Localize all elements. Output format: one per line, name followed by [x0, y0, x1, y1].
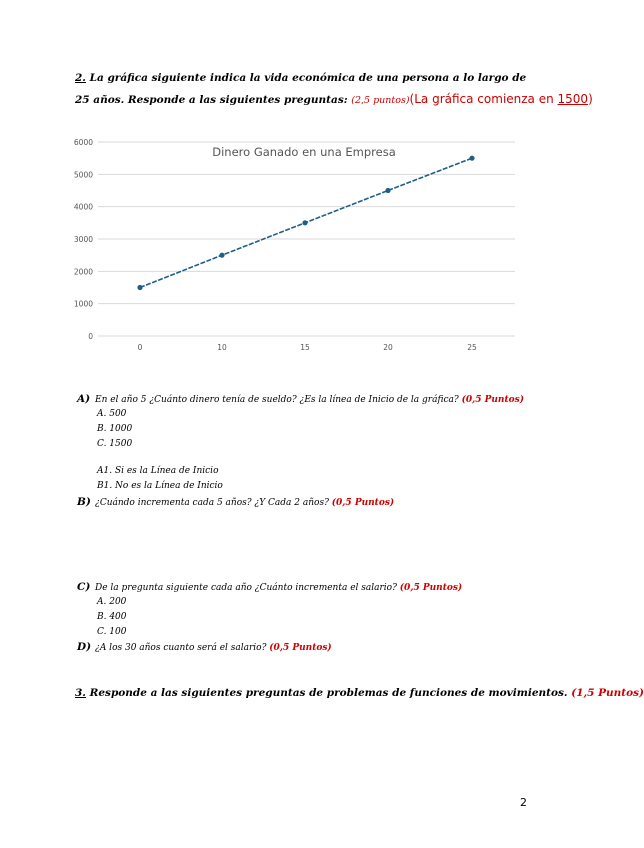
question-c-option-2: B. 400: [97, 612, 127, 622]
y-tick-label: 4000: [73, 202, 93, 212]
data-point: [385, 188, 390, 193]
question-c-option-3: C. 100: [97, 627, 127, 637]
x-tick-label: 10: [217, 343, 227, 352]
question-a-suboption-2: B1. No es la Línea de Inicio: [97, 481, 223, 491]
y-tick-label: 1000: [73, 299, 93, 309]
x-tick-label: 15: [300, 343, 310, 352]
note-value: 1500: [557, 92, 589, 106]
question-d: [77, 641, 332, 653]
note-prefix: (La gráfica comienza en: [409, 92, 558, 106]
data-point: [469, 156, 474, 161]
question-a-option-3: C. 1500: [97, 439, 133, 449]
question-c-option-1: A. 200: [97, 597, 127, 607]
question-c-points: (0,5 Puntos): [399, 583, 463, 593]
section-2-heading-line2: [75, 92, 593, 106]
data-point: [219, 253, 224, 258]
x-tick-label: 20: [383, 343, 393, 352]
section-3-title: Responde a las siguientes preguntas de problemas de funciones de movimientos.: [89, 687, 568, 699]
line-chart: [60, 128, 530, 360]
chart-gridlines: [98, 142, 515, 336]
data-point: [137, 285, 142, 290]
section-2-points: (2,5 puntos): [351, 95, 410, 106]
chart-x-ticks: [138, 343, 477, 352]
y-tick-label: 6000: [73, 138, 93, 147]
question-a-option-1: A. 500: [97, 409, 127, 419]
question-b-text: ¿Cuándo incrementa cada 5 años? ¿Y Cada 2 años?: [95, 498, 329, 508]
y-tick-label: 3000: [73, 235, 93, 244]
x-tick-label: 25: [467, 343, 477, 352]
note-suffix: ): [588, 92, 593, 106]
question-b-letter: B): [77, 496, 91, 508]
question-a-suboption-1: A1. Si es la Línea de Inicio: [97, 466, 219, 476]
section-2-heading-line1: [75, 72, 526, 84]
question-d-text: ¿A los 30 años cuanto será el salario?: [95, 643, 267, 653]
x-tick-label: 0: [137, 343, 143, 352]
section-2-number: 2.: [75, 72, 86, 84]
question-d-points: (0,5 Puntos): [269, 643, 332, 653]
question-c-text: De la pregunta siguiente cada año ¿Cuánto incrementa el salario?: [95, 583, 397, 593]
chart-y-ticks: [74, 138, 93, 341]
question-c: [77, 581, 462, 593]
question-a-letter: A): [77, 393, 91, 405]
question-a-option-2: B. 1000: [97, 424, 133, 434]
question-d-letter: D): [77, 641, 92, 653]
section-3-number: 3.: [75, 687, 86, 699]
question-a-points: (0,5 Puntos): [461, 395, 524, 405]
section-2-title: La gráfica siguiente indica la vida económica de una persona a lo largo de: [89, 72, 527, 84]
section-3-points: (1,5 Puntos): [571, 687, 644, 699]
y-tick-label: 2000: [73, 267, 93, 277]
section-2-instruction: 25 años. Responde a las siguientes preguntas:: [75, 94, 348, 106]
section-2-note: [410, 92, 593, 106]
section-3-heading: [75, 687, 644, 699]
y-tick-label: 5000: [73, 170, 93, 180]
question-b: [77, 496, 394, 508]
question-a: [77, 393, 524, 405]
question-a-text: En el año 5 ¿Cuánto dinero tenía de sueldo? ¿Es la línea de Inicio de la gráfica?: [95, 395, 459, 405]
page-number: 2: [520, 796, 527, 809]
y-tick-label: 0: [88, 332, 93, 341]
data-point: [302, 220, 307, 225]
chart-series: [137, 156, 474, 291]
chart-title: Dinero Ganado en una Empresa: [212, 145, 396, 159]
question-b-points: (0,5 Puntos): [331, 498, 395, 508]
question-c-letter: C): [77, 581, 91, 593]
